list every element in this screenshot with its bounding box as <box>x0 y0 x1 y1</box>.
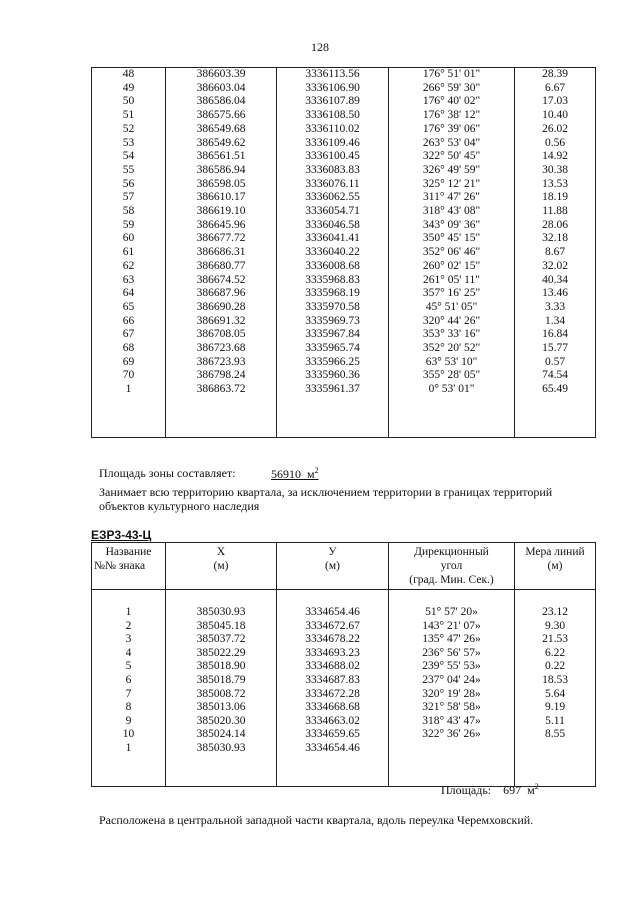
table-cell: 385045.18 <box>166 620 277 634</box>
table-cell: 3336054.71 <box>277 205 389 219</box>
table-cell: 385030.93 <box>166 742 277 756</box>
table-row <box>92 728 596 742</box>
table-cell: 32.18 <box>515 232 596 246</box>
table-cell: 3335968.19 <box>277 287 389 301</box>
table-cell: 48 <box>92 68 166 82</box>
table-cell: 3336040.22 <box>277 246 389 260</box>
table-cell: 385008.72 <box>166 688 277 702</box>
header-y: У (м) <box>277 543 389 590</box>
table-cell: 1 <box>92 383 166 397</box>
table-cell: 3334654.46 <box>277 742 389 756</box>
table-cell: 9.19 <box>515 701 596 715</box>
table-cell: 386610.17 <box>166 191 277 205</box>
table-cell: 3335967.84 <box>277 328 389 342</box>
table-row <box>92 109 596 123</box>
table-cell: 3334672.67 <box>277 620 389 634</box>
table-cell: 386674.52 <box>166 274 277 288</box>
table-cell: 3336108.50 <box>277 109 389 123</box>
table-cell: 11.88 <box>515 205 596 219</box>
table-row <box>92 164 596 178</box>
table-cell: 3336113.56 <box>277 68 389 82</box>
table-row <box>92 606 596 620</box>
table-row <box>92 660 596 674</box>
table-row <box>92 701 596 715</box>
table-cell: 386686.31 <box>166 246 277 260</box>
table-cell: 176° 39' 06" <box>389 123 515 137</box>
table-cell: 15.77 <box>515 342 596 356</box>
table-cell: 325° 12' 21" <box>389 178 515 192</box>
table-cell: 236° 56' 57» <box>389 647 515 661</box>
table-row <box>92 328 596 342</box>
zone-area <box>99 466 319 481</box>
table-row <box>92 620 596 634</box>
table-cell: 63° 53' 10" <box>389 356 515 370</box>
table-row <box>92 647 596 661</box>
table-cell: 3334672.28 <box>277 688 389 702</box>
table-cell: 61 <box>92 246 166 260</box>
table-cell: 3336106.90 <box>277 82 389 96</box>
table-cell: 17.03 <box>515 95 596 109</box>
table-cell: 261° 05' 11" <box>389 274 515 288</box>
table-cell: 353° 33' 16" <box>389 328 515 342</box>
table-cell: 0.56 <box>515 137 596 151</box>
table-cell: 3335965.74 <box>277 342 389 356</box>
table-cell: 28.39 <box>515 68 596 82</box>
table-cell: 386687.96 <box>166 287 277 301</box>
table-cell: 143° 21' 07» <box>389 620 515 634</box>
table-cell: 0.57 <box>515 356 596 370</box>
table-cell: 3336107.89 <box>277 95 389 109</box>
table-cell: 7 <box>92 688 166 702</box>
table-cell: 386691.32 <box>166 315 277 329</box>
table-cell: 3334687.83 <box>277 674 389 688</box>
table-row <box>92 219 596 233</box>
table-cell: 26.02 <box>515 123 596 137</box>
table-cell: 62 <box>92 260 166 274</box>
table-cell: 58 <box>92 205 166 219</box>
table-cell: 3336100.45 <box>277 150 389 164</box>
table-cell: 32.02 <box>515 260 596 274</box>
table-cell: 350° 45' 15" <box>389 232 515 246</box>
table-cell: 18.19 <box>515 191 596 205</box>
table-row <box>92 342 596 356</box>
table-cell: 5 <box>92 660 166 674</box>
table-cell: 357° 16' 25" <box>389 287 515 301</box>
table-cell: 51 <box>92 109 166 123</box>
table-cell: 1 <box>92 742 166 756</box>
table-cell: 386586.04 <box>166 95 277 109</box>
table-cell: 5.11 <box>515 715 596 729</box>
table-cell: 176° 40' 02" <box>389 95 515 109</box>
table-cell: 3334693.23 <box>277 647 389 661</box>
table-cell: 57 <box>92 191 166 205</box>
table-cell: 66 <box>92 315 166 329</box>
table-row <box>92 260 596 274</box>
header-length: Мера линий (м) <box>515 543 596 590</box>
table-cell: 74.54 <box>515 369 596 383</box>
table-cell: 322° 50' 45" <box>389 150 515 164</box>
table-cell <box>389 590 515 607</box>
zone-area-2-label: Площадь: <box>441 783 492 797</box>
table-cell: 385020.30 <box>166 715 277 729</box>
table-cell: 59 <box>92 219 166 233</box>
table-row <box>92 123 596 137</box>
table-cell: 318° 43' 08" <box>389 205 515 219</box>
table-cell: 260° 02' 15" <box>389 260 515 274</box>
table-cell: 311° 47' 26" <box>389 191 515 205</box>
table-cell: 52 <box>92 123 166 137</box>
table-cell: 21.53 <box>515 633 596 647</box>
table-cell: 386723.68 <box>166 342 277 356</box>
table-cell <box>389 742 515 756</box>
table-cell: 352° 20' 52" <box>389 342 515 356</box>
table-row <box>92 742 596 756</box>
table-cell: 1.34 <box>515 315 596 329</box>
table-cell: 50 <box>92 95 166 109</box>
table-cell <box>92 590 166 607</box>
table-row <box>92 137 596 151</box>
table-cell: 1 <box>92 606 166 620</box>
table-cell: 355° 28' 05" <box>389 369 515 383</box>
table-cell: 3334654.46 <box>277 606 389 620</box>
table-cell: 3336041.41 <box>277 232 389 246</box>
table-row <box>92 383 596 397</box>
table-cell: 386549.68 <box>166 123 277 137</box>
table-cell: 385018.90 <box>166 660 277 674</box>
zone-code: ЕЗР3-43-Ц <box>91 528 152 542</box>
table-row <box>92 301 596 315</box>
table-cell: 386561.51 <box>166 150 277 164</box>
table-cell <box>166 590 277 607</box>
table-cell: 176° 38' 12" <box>389 109 515 123</box>
table-cell: 343° 09' 36" <box>389 219 515 233</box>
table-row <box>92 232 596 246</box>
table-row <box>92 95 596 109</box>
table-row <box>92 178 596 192</box>
table-cell: 70 <box>92 369 166 383</box>
table-cell: 176° 51' 01" <box>389 68 515 82</box>
table-cell: 4 <box>92 647 166 661</box>
table-row <box>92 715 596 729</box>
table-cell: 386619.10 <box>166 205 277 219</box>
table-cell: 3336062.55 <box>277 191 389 205</box>
table-cell: 386603.39 <box>166 68 277 82</box>
table-cell: 386863.72 <box>166 383 277 397</box>
zone-description-2: Расположена в центральной западной части квартала, вдоль переулка Черемховский. <box>99 813 534 827</box>
table-cell: 13.46 <box>515 287 596 301</box>
table-row <box>92 274 596 288</box>
table-row <box>92 68 596 82</box>
table-cell: 320° 19' 28» <box>389 688 515 702</box>
table-cell: 56 <box>92 178 166 192</box>
table-row <box>92 633 596 647</box>
table-cell: 16.84 <box>515 328 596 342</box>
table-cell: 65 <box>92 301 166 315</box>
table-cell: 3335960.36 <box>277 369 389 383</box>
table-cell: 40.34 <box>515 274 596 288</box>
zone-description: Занимает всю территорию квартала, за исключением территории в границах территорий объектов культурного наследия <box>99 485 553 513</box>
table-spacer-row <box>92 590 596 607</box>
table-cell: 386798.24 <box>166 369 277 383</box>
table-cell: 3336109.46 <box>277 137 389 151</box>
table-cell: 0.22 <box>515 660 596 674</box>
table-cell: 9.30 <box>515 620 596 634</box>
table-cell: 385018.79 <box>166 674 277 688</box>
table-cell <box>166 397 277 438</box>
table-cell <box>277 590 389 607</box>
table-cell: 68 <box>92 342 166 356</box>
table-cell: 2 <box>92 620 166 634</box>
table-cell: 3336076.11 <box>277 178 389 192</box>
table-cell: 386549.62 <box>166 137 277 151</box>
table-cell: 65.49 <box>515 383 596 397</box>
table-cell: 386598.05 <box>166 178 277 192</box>
table-cell: 320° 44' 26" <box>389 315 515 329</box>
table-cell: 6.67 <box>515 82 596 96</box>
table-cell: 3.33 <box>515 301 596 315</box>
table-cell: 8.67 <box>515 246 596 260</box>
table-row <box>92 369 596 383</box>
table-cell: 8 <box>92 701 166 715</box>
table-cell: 386645.96 <box>166 219 277 233</box>
table-cell: 385030.93 <box>166 606 277 620</box>
table-cell: 386680.77 <box>166 260 277 274</box>
table-cell: 8.55 <box>515 728 596 742</box>
table-cell: 28.06 <box>515 219 596 233</box>
table-cell: 6.22 <box>515 647 596 661</box>
table-cell <box>166 756 277 787</box>
table-row <box>92 688 596 702</box>
table-cell: 23.12 <box>515 606 596 620</box>
table-cell: 3335966.25 <box>277 356 389 370</box>
table-cell: 5.64 <box>515 688 596 702</box>
table-cell: 386603.04 <box>166 82 277 96</box>
table-cell: 3335969.73 <box>277 315 389 329</box>
table-cell: 386575.66 <box>166 109 277 123</box>
table-cell: 69 <box>92 356 166 370</box>
table-cell: 3334663.02 <box>277 715 389 729</box>
table-row <box>92 356 596 370</box>
table-cell: 385022.29 <box>166 647 277 661</box>
table-cell: 45° 51' 05" <box>389 301 515 315</box>
table-cell: 322° 36' 26» <box>389 728 515 742</box>
table-cell: 3334668.68 <box>277 701 389 715</box>
table-cell: 237° 04' 24» <box>389 674 515 688</box>
table-cell: 3 <box>92 633 166 647</box>
table-cell: 55 <box>92 164 166 178</box>
table-cell: 67 <box>92 328 166 342</box>
table-cell: 385037.72 <box>166 633 277 647</box>
table-row <box>92 82 596 96</box>
table-cell: 3336008.68 <box>277 260 389 274</box>
table-row <box>92 205 596 219</box>
table-filler-row <box>92 397 596 438</box>
table-cell: 321° 58' 58» <box>389 701 515 715</box>
table-cell: 318° 43' 47» <box>389 715 515 729</box>
table-row <box>92 287 596 301</box>
table-cell: 30.38 <box>515 164 596 178</box>
table-cell <box>515 397 596 438</box>
table-cell: 10.40 <box>515 109 596 123</box>
table-row <box>92 150 596 164</box>
table-cell: 3336083.83 <box>277 164 389 178</box>
table-cell <box>389 397 515 438</box>
table-row <box>92 246 596 260</box>
table-cell <box>515 590 596 607</box>
table-cell: 3334659.65 <box>277 728 389 742</box>
table-cell: 385013.06 <box>166 701 277 715</box>
coordinates-table-1 <box>91 67 596 438</box>
table-row <box>92 674 596 688</box>
table-cell: 13.53 <box>515 178 596 192</box>
table-cell: 386723.93 <box>166 356 277 370</box>
table-cell: 54 <box>92 150 166 164</box>
table-cell: 263° 53' 04" <box>389 137 515 151</box>
table-cell: 386677.72 <box>166 232 277 246</box>
page-number: 128 <box>311 40 329 54</box>
table-cell: 63 <box>92 274 166 288</box>
table-cell: 266° 59' 30" <box>389 82 515 96</box>
table-cell: 239° 55' 53» <box>389 660 515 674</box>
table-cell: 3334678.22 <box>277 633 389 647</box>
table-cell: 9 <box>92 715 166 729</box>
table-cell: 3335970.58 <box>277 301 389 315</box>
table-cell: 53 <box>92 137 166 151</box>
table-cell: 6 <box>92 674 166 688</box>
table-cell: 0° 53' 01" <box>389 383 515 397</box>
table-cell: 10 <box>92 728 166 742</box>
table-cell: 3335961.37 <box>277 383 389 397</box>
table-cell: 14.92 <box>515 150 596 164</box>
table-cell: 18.53 <box>515 674 596 688</box>
table-cell: 386708.05 <box>166 328 277 342</box>
table-cell: 3336110.02 <box>277 123 389 137</box>
table-cell: 386690.28 <box>166 301 277 315</box>
table-cell <box>92 756 166 787</box>
header-x: X (м) <box>166 543 277 590</box>
table-cell: 135° 47' 26» <box>389 633 515 647</box>
table-cell <box>515 742 596 756</box>
table-cell <box>277 397 389 438</box>
table-cell: 51° 57' 20» <box>389 606 515 620</box>
table-cell: 60 <box>92 232 166 246</box>
table-cell: 3336046.58 <box>277 219 389 233</box>
zone-area-label: Площадь зоны составляет: <box>99 466 236 480</box>
header-angle: Дирекционный угол (град. Мин. Сек.) <box>389 543 515 590</box>
table-cell: 352° 06' 46" <box>389 246 515 260</box>
zone-area-value: 56910 $м^2$ <box>271 466 319 481</box>
table-cell: 326° 49' 59" <box>389 164 515 178</box>
zone-area-2: Площадь: 697 $м^2$ <box>441 782 539 797</box>
table-cell <box>277 756 389 787</box>
coordinates-table-2 <box>91 542 596 787</box>
table-cell: 64 <box>92 287 166 301</box>
table-cell <box>92 397 166 438</box>
table-cell: 385024.14 <box>166 728 277 742</box>
table-cell: 386586.94 <box>166 164 277 178</box>
table-row <box>92 191 596 205</box>
header-point-name: Название №№ знака <box>92 543 166 590</box>
table-row <box>92 315 596 329</box>
table-cell: 3334688.02 <box>277 660 389 674</box>
table-cell: 49 <box>92 82 166 96</box>
table-cell: 3335968.83 <box>277 274 389 288</box>
